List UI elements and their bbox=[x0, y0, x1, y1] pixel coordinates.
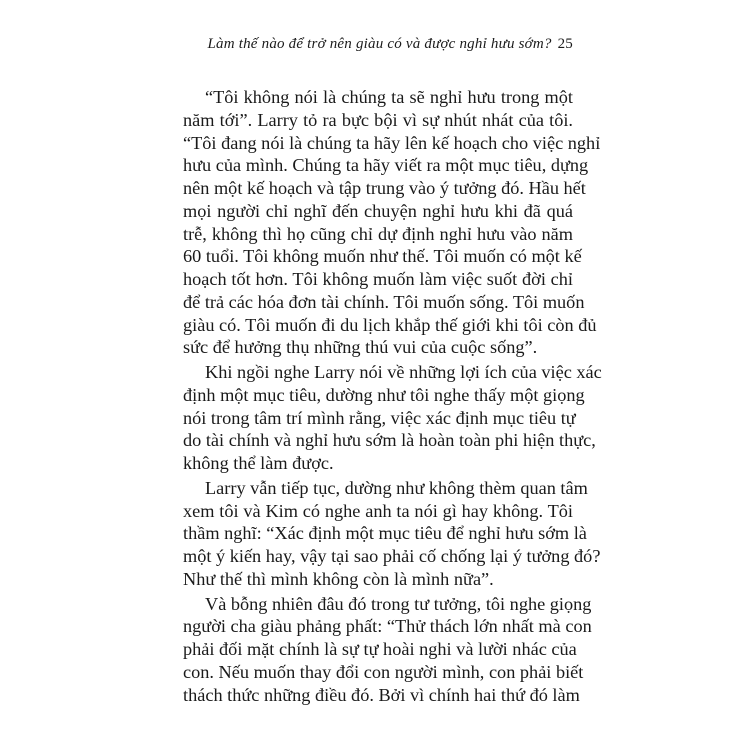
text-line: trễ, không thì họ cũng chỉ dự định nghỉ hưu vào năm bbox=[183, 223, 573, 244]
text-line: Khi ngồi nghe Larry nói về những lợi ích của việc xác bbox=[205, 362, 602, 382]
text-line: giàu có. Tôi muốn đi du lịch khắp thế giới khi tôi còn đủ bbox=[183, 314, 597, 335]
text-line: định một mục tiêu, dường như tôi nghe thấy một giọng bbox=[183, 384, 585, 405]
text-line: không thể làm được. bbox=[183, 453, 334, 473]
text-line: hưu của mình. Chúng ta hãy viết ra một mục tiêu, dựng bbox=[183, 155, 589, 176]
text-line: Larry vẫn tiếp tục, dường như không thèm quan tâm bbox=[205, 477, 588, 498]
text-line: phải đối mặt chính là sự tự hoài nghi và lười nhác của bbox=[183, 639, 577, 659]
text-line: mọi người chỉ nghĩ đến chuyện nghỉ hưu khi đã quá bbox=[183, 200, 573, 221]
text-line: để trả các hóa đơn tài chính. Tôi muốn sống. Tôi muốn bbox=[183, 291, 585, 312]
paragraph bbox=[183, 593, 592, 707]
text-line: do tài chính và nghỉ hưu sớm là hoàn toàn phi hiện thực, bbox=[183, 430, 596, 451]
text-line: hoạch tốt hơn. Tôi không muốn làm việc suốt đời chỉ bbox=[183, 269, 573, 289]
text-line: một ý kiến hay, vậy tại sao phải cố chống lại ý tưởng đó? bbox=[183, 546, 601, 566]
text-line: con. Nếu muốn thay đổi con người mình, con phải biết bbox=[183, 661, 584, 682]
page-body bbox=[183, 86, 602, 708]
text-line: nên một kế hoạch và tập trung vào ý tưởng đó. Hầu hết bbox=[183, 178, 586, 198]
page-number: 25 bbox=[557, 36, 573, 52]
text-line: người cha giàu phảng phất: “Thử thách lớn nhất mà con bbox=[183, 616, 592, 637]
text-line: thầm nghĩ: “Xác định một mục tiêu để nghỉ hưu sớm là bbox=[183, 523, 587, 544]
text-line: xem tôi và Kim có nghe anh ta nói gì hay không. Tôi bbox=[183, 500, 573, 521]
paragraph bbox=[183, 86, 601, 359]
text-line: nói trong tâm trí mình rằng, việc xác định mục tiêu tự bbox=[183, 407, 576, 428]
running-header bbox=[200, 36, 573, 53]
text-line: sức để hưởng thụ những thú vui của cuộc sống”. bbox=[183, 337, 538, 358]
text-line: 60 tuổi. Tôi không muốn như thế. Tôi muốn có một kế bbox=[183, 246, 582, 267]
paragraph bbox=[183, 477, 601, 591]
text-line: Như thế thì mình không còn là mình nữa”. bbox=[183, 568, 494, 589]
text-line: “Tôi đang nói là chúng ta hãy lên kế hoạch cho việc nghỉ bbox=[183, 132, 601, 153]
text-line: “Tôi không nói là chúng ta sẽ nghỉ hưu trong một bbox=[205, 87, 573, 107]
text-line: thách thức những điều đó. Bởi vì chính hai thứ đó làm bbox=[183, 684, 580, 705]
running-title: Làm thế nào để trở nên giàu có và được nghỉ hưu sớm? bbox=[207, 36, 552, 52]
text-line: năm tới”. Larry tỏ ra bực bội vì sự nhút nhát của tôi. bbox=[183, 109, 573, 130]
text-line: Và bỗng nhiên đâu đó trong tư tưởng, tôi nghe giọng bbox=[205, 593, 592, 614]
paragraph bbox=[183, 361, 602, 475]
